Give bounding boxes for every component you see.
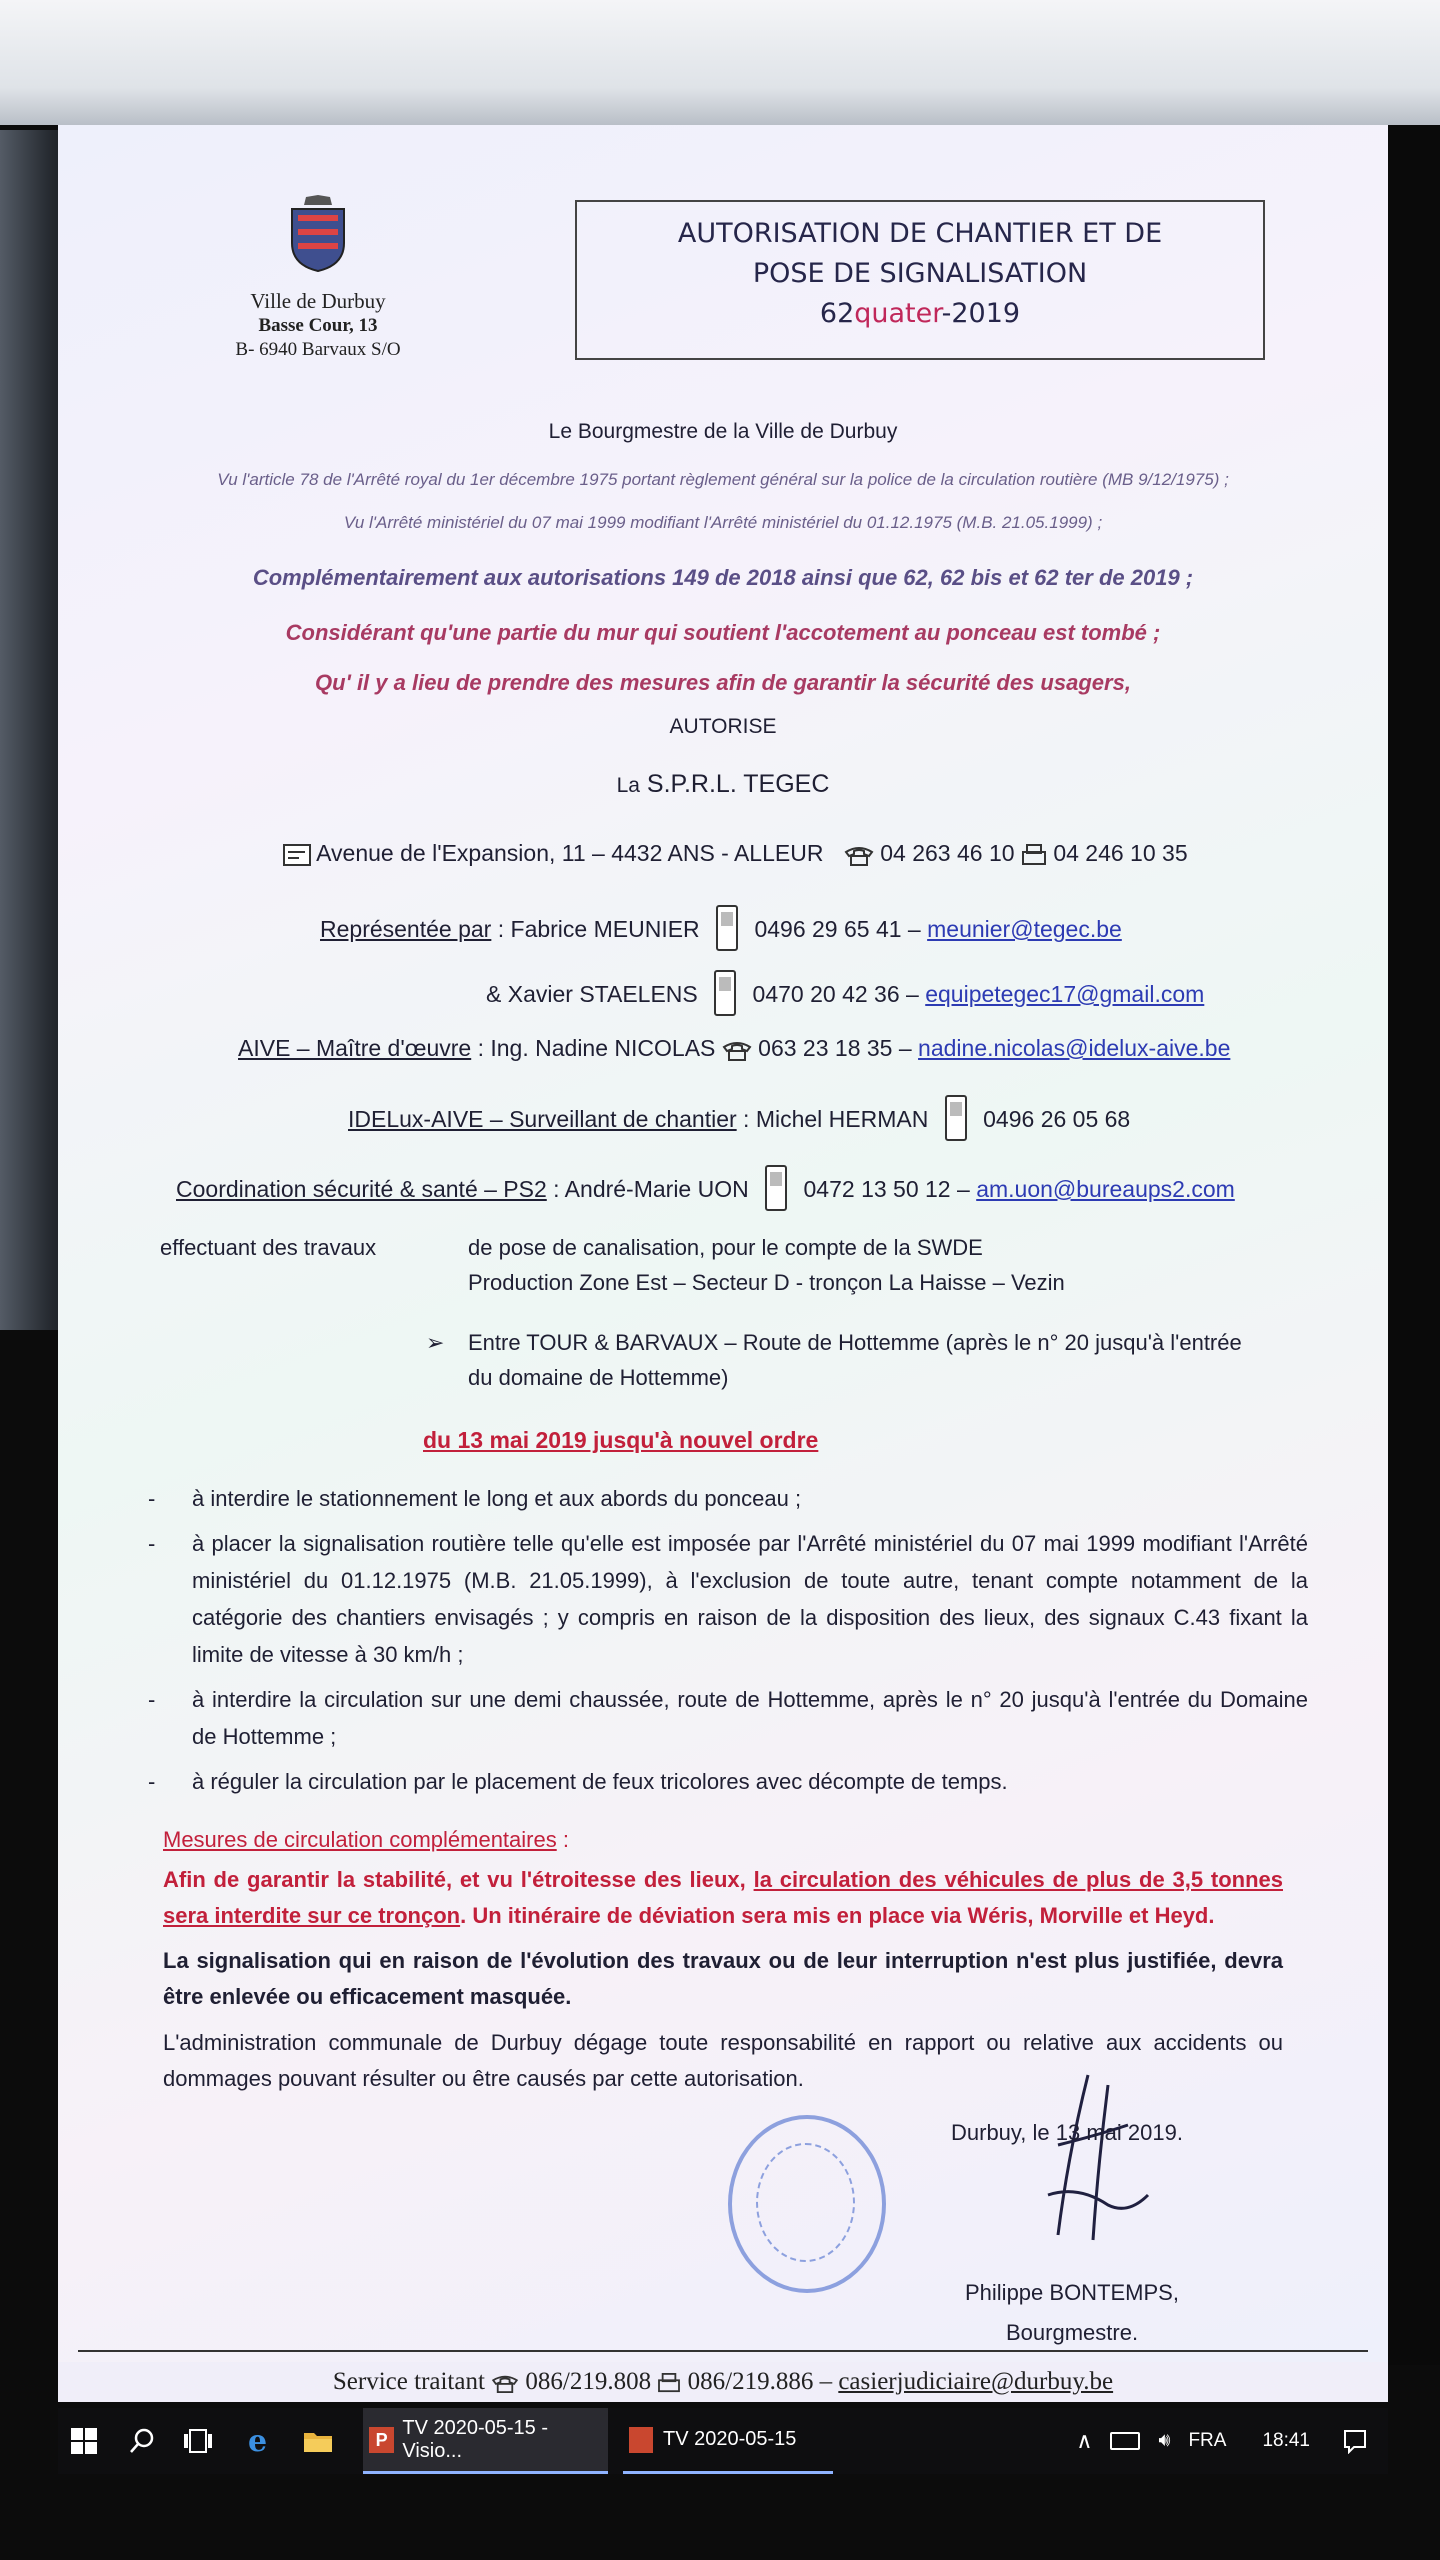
company-line xyxy=(58,770,1388,799)
complementary-line: Complémentairement aux autorisations 149 de 2018 ainsi que 62, 62 bis et 62 ter de 2019 ; xyxy=(252,565,1194,590)
taskbar-edge-button[interactable] xyxy=(248,2408,267,2474)
search-button[interactable] xyxy=(128,2408,156,2474)
footer-prefix: Service traitant xyxy=(332,2368,485,2395)
period-line: du 13 mai 2019 jusqu'à nouvel ordre xyxy=(423,1427,819,1453)
signing-date: Durbuy, le 13 mai 2019. xyxy=(951,2120,1183,2145)
search-icon xyxy=(128,2427,156,2455)
volume-icon[interactable]: 🔊︎ xyxy=(1158,2430,1171,2451)
footer-fax: 086/219.886 xyxy=(687,2368,814,2395)
windows-taskbar xyxy=(58,2408,1388,2474)
footer-service-line xyxy=(58,2362,1388,2402)
footer-separator: – xyxy=(813,2368,839,2395)
task-view-button[interactable] xyxy=(183,2408,213,2474)
document-title-box xyxy=(575,200,1265,360)
battery-icon[interactable] xyxy=(1110,2432,1140,2450)
taskbar-app-document[interactable] xyxy=(623,2408,833,2474)
mayor-signature xyxy=(958,2065,1208,2255)
fax-icon xyxy=(1021,844,1047,866)
vu-line-2: Vu l'Arrêté ministériel du 07 mai 1999 modifiant l'Arrêté ministériel du 01.12.1975 (M.B. 21.05.1999) ; xyxy=(343,513,1103,532)
signer-name: Philippe BONTEMPS, xyxy=(965,2280,1179,2305)
measures-part-a: Afin de garantir la stabilité, et vu l'étroitesse des lieux, xyxy=(163,1867,754,1892)
taskbar-app-visio-label: TV 2020-05-15 - Visio... xyxy=(402,2416,548,2462)
travaux-line-2: Production Zone Est – Secteur D - tronçon La Haisse – Vezin xyxy=(468,1270,1065,1295)
coordination-row xyxy=(176,1165,1235,1211)
telephone-icon xyxy=(844,844,874,866)
mobile-phone-icon xyxy=(714,970,736,1016)
clock[interactable]: 18:41 xyxy=(1262,2430,1310,2451)
letter-icon xyxy=(283,844,311,866)
title-num: 62 xyxy=(819,298,855,329)
title-quater: quater xyxy=(854,298,942,329)
aive-label: AIVE – Maître d'œuvre xyxy=(238,1035,472,1061)
location-line-1: Entre TOUR & BARVAUX – Route de Hottemme (après le n° 20 jusqu'à l'entrée xyxy=(468,1330,1242,1355)
edge-browser-icon: e xyxy=(248,2423,268,2459)
mobile-phone-icon xyxy=(716,905,738,951)
telephone-icon xyxy=(722,1039,752,1061)
file-explorer-icon xyxy=(303,2429,333,2453)
company-address-row xyxy=(283,840,1188,867)
aive-name: : Ing. Nadine NICOLAS xyxy=(477,1035,716,1061)
measures-part-b: la circulation des véhicules de plus de 3,5 tonnes sera interdite sur ce tronçon xyxy=(163,1867,1283,1928)
measures-text xyxy=(163,1862,1283,1934)
municipality-city: B- 6940 Barvaux S/O xyxy=(235,339,401,360)
start-button[interactable] xyxy=(70,2408,106,2474)
considerant-line: Considérant qu'une partie du mur qui soutient l'accotement au ponceau est tombé ; xyxy=(285,620,1161,645)
aive-email-link[interactable]: nadine.nicolas@idelux-aive.be xyxy=(918,1035,1231,1061)
representative2-name: & Xavier STAELENS xyxy=(486,981,698,1007)
chevron-right-icon: ➢ xyxy=(426,1330,445,1355)
municipality-street: Basse Cour, 13 xyxy=(258,315,378,336)
list-item: - à réguler la circulation par le placement de feux tricolores avec décompte de temps. xyxy=(148,1763,1308,1800)
list-item: - à placer la signalisation routière telle qu'elle est imposée par l'Arrêté ministériel du 07 mai 1999 modifiant l'Arrêté ministériel du 01.12.1975 (M.B. 21.05.1999), à l'exclusion de toute autre, tenant compte notamment de la catégorie des chantiers envisagés ; y compris en raison de la disposition des lieux, des signaux C.43 fixant la limite de vitesse à 30 km/h ; xyxy=(148,1525,1308,1673)
municipality-name: Ville de Durbuy xyxy=(250,289,386,313)
document-app-icon xyxy=(629,2427,653,2453)
taskbar-explorer-button[interactable] xyxy=(303,2408,333,2474)
representative-name: : Fabrice MEUNIER xyxy=(497,916,700,942)
representative-row xyxy=(320,905,1122,951)
travaux-line-1: de pose de canalisation, pour le compte de la SWDE xyxy=(468,1235,983,1260)
quil-line: Qu' il y a lieu de prendre des mesures afin de garantir la sécurité des usagers, xyxy=(315,670,1131,695)
coordination-label: Coordination sécurité & santé – PS2 xyxy=(176,1176,547,1202)
autorise-heading: AUTORISE xyxy=(669,715,777,738)
title-number xyxy=(577,294,1263,334)
mobile-phone-icon xyxy=(945,1095,967,1141)
title-line-1: AUTORISATION DE CHANTIER ET DE xyxy=(677,218,1163,249)
coordination-tel: 0472 13 50 12 – xyxy=(803,1176,970,1202)
vu-line-1: Vu l'article 78 de l'Arrêté royal du 1er décembre 1975 portant règlement général sur la police de la circulation routière (MB 9/12/1975) ; xyxy=(217,470,1229,489)
title-line-2: POSE DE SIGNALISATION xyxy=(752,258,1088,289)
title-year: -2019 xyxy=(941,298,1021,329)
representative-tel: 0496 29 65 41 – xyxy=(754,916,921,942)
idelux-label: IDELux-AIVE – Surveillant de chantier xyxy=(348,1106,737,1132)
representative-email-link[interactable]: meunier@tegec.be xyxy=(927,916,1122,942)
language-indicator[interactable]: FRA xyxy=(1188,2430,1227,2451)
powerpoint-icon: P xyxy=(369,2427,394,2453)
footer-tel: 086/219.808 xyxy=(525,2368,652,2395)
idelux-row xyxy=(348,1095,1130,1141)
taskbar-app-document-label: TV 2020-05-15 xyxy=(663,2428,797,2450)
mobile-phone-icon xyxy=(765,1165,787,1211)
bezel-right xyxy=(1385,125,1440,2365)
list-item: - à interdire le stationnement le long et aux abords du ponceau ; xyxy=(148,1480,1308,1517)
representative-label: Représentée par xyxy=(320,916,492,942)
measures-heading xyxy=(163,1827,569,1853)
notification-icon[interactable] xyxy=(1342,2428,1368,2454)
representative2-email-link[interactable]: equipetegec17@gmail.com xyxy=(925,981,1205,1007)
authorization-list xyxy=(148,1480,1308,1800)
footer-divider xyxy=(78,2350,1368,2352)
representative2-row xyxy=(486,970,1204,1016)
company-prefix: La xyxy=(616,774,640,797)
responsibility-paragraph: L'administration communale de Durbuy dégage toute responsabilité en rapport ou relative aux accidents ou dommages pouvant résulter ou être causés par cette autorisation. xyxy=(163,2030,1283,2091)
aive-tel: 063 23 18 35 – xyxy=(758,1035,912,1061)
system-tray xyxy=(1076,2408,1368,2474)
telephone-icon xyxy=(491,2373,519,2393)
municipality-logo-block xyxy=(218,195,418,362)
authorization-document xyxy=(58,125,1388,2365)
measures-title: Mesures de circulation complémentaires xyxy=(163,1827,557,1852)
municipal-stamp xyxy=(728,2115,886,2293)
coordination-name: : André-Marie UON xyxy=(553,1176,749,1202)
footer-email-link[interactable]: casierjudiciaire@durbuy.be xyxy=(838,2368,1114,2395)
taskbar-app-visio[interactable] xyxy=(363,2408,608,2474)
company-address: Avenue de l'Expansion, 11 – 4432 ANS - ALLEUR xyxy=(316,840,824,866)
measures-part-c: . Un itinéraire de déviation sera mis en place via Wéris, Morville et Heyd. xyxy=(460,1903,1215,1928)
travaux-label: effectuant des travaux xyxy=(160,1235,377,1260)
company-tel: 04 263 46 10 xyxy=(880,840,1015,866)
windows-logo-icon xyxy=(70,2427,100,2455)
coordination-email-link[interactable]: am.uon@bureaups2.com xyxy=(976,1176,1235,1202)
signer-role: Bourgmestre. xyxy=(1006,2320,1139,2345)
glass-reflection-top xyxy=(0,0,1440,125)
signalisation-paragraph: La signalisation qui en raison de l'évolution des travaux ou de leur interruption n'est plus justifiée, devra être enlevée ou efficacement masquée. xyxy=(163,1948,1283,2009)
company-fax: 04 246 10 35 xyxy=(1053,840,1188,866)
document-viewer xyxy=(58,125,1388,2365)
durbuy-crest-icon xyxy=(286,195,350,273)
list-item: - à interdire la circulation sur une demi chaussée, route de Hottemme, après le n° 20 jusqu'à l'entrée du Domaine de Hottemme ; xyxy=(148,1681,1308,1755)
task-view-icon xyxy=(183,2428,213,2454)
idelux-tel: 0496 26 05 68 xyxy=(983,1106,1131,1132)
fax-icon xyxy=(657,2373,681,2393)
measures-colon: : xyxy=(556,1827,569,1852)
idelux-name: : Michel HERMAN xyxy=(743,1106,929,1132)
location-line-2: du domaine de Hottemme) xyxy=(468,1365,729,1390)
chevron-up-icon[interactable]: ∧ xyxy=(1076,2428,1093,2453)
company-name: S.P.R.L. TEGEC xyxy=(646,770,830,798)
aive-row xyxy=(238,1035,1230,1062)
representative2-tel: 0470 20 42 36 – xyxy=(752,981,919,1007)
bourgmestre-line: Le Bourgmestre de la Ville de Durbuy xyxy=(548,420,898,443)
